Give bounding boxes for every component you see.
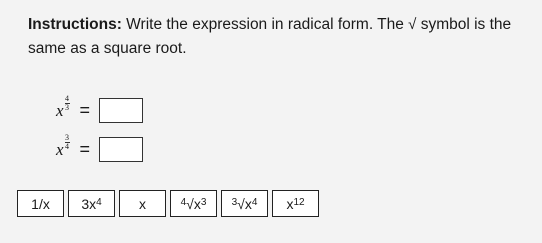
tile-root-index: 4 [180, 197, 187, 208]
exponent-numerator: 4 [65, 93, 70, 103]
exponent-denominator: 3 [65, 102, 70, 112]
answer-tile-bank [17, 190, 319, 217]
equals-sign: = [79, 138, 91, 159]
tile-label: x [139, 195, 146, 212]
tile-label: √x [237, 195, 252, 212]
tile-3x-to-4[interactable] [68, 190, 115, 217]
exponent-numerator: 3 [65, 132, 70, 142]
tile-label: 3x [81, 195, 97, 212]
tile-label: x [286, 195, 294, 212]
instructions-text-before: Write the expression in radical form. The [121, 16, 409, 33]
tile-x[interactable] [119, 190, 166, 217]
tile-exponent: 4 [251, 197, 258, 208]
equation-base: x [56, 139, 64, 159]
radical-symbol: √ [408, 16, 417, 33]
equals-sign: = [79, 99, 91, 120]
tile-x-to-12[interactable] [272, 190, 319, 217]
equation-row-1 [56, 93, 143, 124]
instructions-text [28, 13, 528, 61]
equation-row-2 [56, 132, 143, 163]
instructions-label: Instructions: [28, 16, 122, 33]
tile-label: 1/x [31, 195, 50, 212]
tile-4th-root-x-cubed[interactable] [170, 190, 217, 217]
answer-drop-box-2[interactable] [99, 137, 143, 162]
answer-drop-box-1[interactable] [99, 98, 143, 123]
tile-exponent: 12 [293, 197, 305, 208]
equation-base: x [56, 100, 64, 120]
tile-exponent: 4 [96, 197, 102, 208]
tile-exponent: 3 [200, 197, 207, 208]
tile-root-index: 3 [231, 197, 238, 208]
fraction-exponent [65, 134, 70, 151]
exponent-denominator: 4 [65, 141, 70, 151]
tile-one-over-x[interactable] [17, 190, 64, 217]
fraction-exponent [65, 95, 70, 112]
instructions-text-after: symbol is the same as a square root. [28, 16, 512, 57]
tile-cube-root-x-4th[interactable] [221, 190, 268, 217]
tile-label: √x [186, 195, 201, 212]
